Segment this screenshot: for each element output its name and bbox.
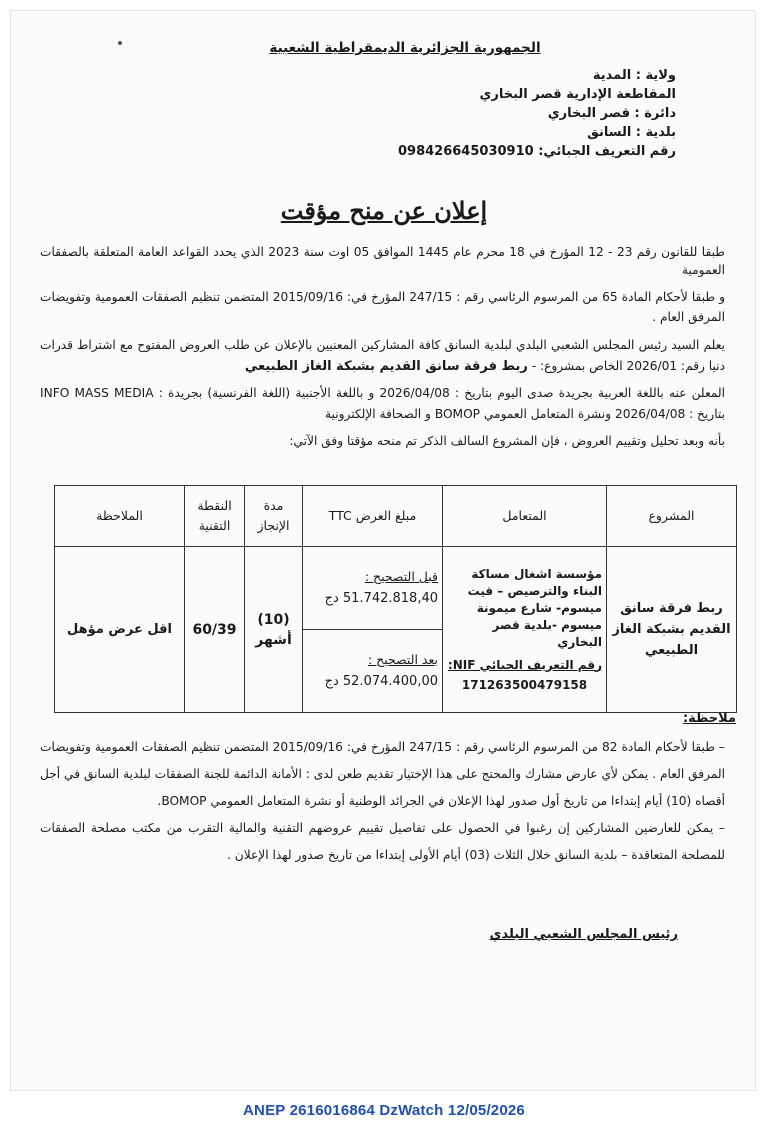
price-before-label: قبل التصحيح :	[364, 569, 438, 584]
header-score: النقطة التقنية	[185, 486, 245, 547]
cell-remarks: اقل عرض مؤهل	[55, 547, 185, 713]
table-header-row	[55, 486, 737, 547]
header-project: المشروع	[607, 486, 737, 547]
wilaya-line: ولاية : المدية	[592, 68, 676, 83]
price-before-value: 51.742.818,40 دج	[324, 591, 438, 606]
price-after-label: بعد التصحيح :	[367, 652, 438, 667]
header-amount: مبلغ العرض TTC	[303, 486, 443, 547]
announcement-body	[40, 243, 725, 451]
cell-price-after	[303, 630, 443, 713]
cell-project: ربط فرقة سانق القديم بشبكة الغاز الطبيعي	[607, 547, 737, 713]
law-reference: طبقا للقانون رقم 23 - 12 المؤرخ في 18 محرم عام 1445 الموافق 05 اوت سنة 2023 الذي يحدد القواعد العامة المتعلقة بالصفقات العمومية	[40, 245, 726, 277]
publication-notice: المعلن عنه باللغة العربية بجريدة صدى اليوم بتاريخ : 2026/04/08 و باللغة الأجنبية (اللغة الفرنسية) بجريدة : INFO MASS MEDIA بتاريخ : 2026/04/08 ونشرة المتعامل العمومي BOMOP و الصحافة الإلكترونية	[40, 386, 725, 421]
signature-title: رئيس المجلس الشعبي البلدي	[489, 927, 678, 942]
announcement-title: إعلان عن منح مؤقت	[280, 196, 488, 225]
table-row	[55, 547, 737, 630]
footer-reference: ANEP 2616016864 DzWatch 12/05/2026	[243, 1102, 525, 1119]
cell-score: 60/39	[185, 547, 245, 713]
note-details: – يمكن للعارضين المشاركين إن رغبوا في الحصول على تفاصيل تقييم عروضهم التقنية والمالية التقرب من مكتب مصلحة الصفقات للمصلحة المتعاقدة – بلدية السانق خلال الثلاث (03) أيام الأولى إبتداءا من تاريخ صدور لهذا الإعلان .	[40, 821, 725, 862]
republic-heading: الجمهورية الجزائرية الديمقراطية الشعبية	[269, 40, 541, 56]
cell-duration: (10) أشهر	[245, 547, 303, 713]
nif-number: 171263500479158	[461, 677, 588, 692]
tender-notice-text: يعلم السيد رئيس المجلس الشعبي البلدي لبلدية السانق كافة المشاركين المعنيين بالإعلان عن طلب العروض المفتوح مع اشتراط قدرات دنيا رقم: 2026/01 الخاص بمشروع: -	[40, 338, 725, 373]
award-table	[54, 485, 737, 713]
notes-title: ملاحظة:	[682, 711, 736, 726]
operator-name: مؤسسة اشغال مساكة البناء والترصيص – قيت ميسوم- شارع ميمونة ميسوم -بلدية قصر البخاري	[467, 566, 602, 649]
nif-label: رقم التعريف الجبائي NIF:	[447, 657, 602, 672]
scan-speck	[118, 41, 122, 45]
tax-id-line: رقم التعريف الجبائي: 098426645030910	[397, 144, 676, 159]
cell-price-before	[303, 547, 443, 630]
commune-line: بلدية : السانق	[587, 125, 676, 140]
daira-line: دائرة : قصر البخاري	[547, 106, 676, 121]
tender-notice	[40, 335, 725, 377]
project-name: ربط فرقة سانق القديم بشبكة الغاز الطبيعي	[244, 359, 528, 374]
award-intro: بأنه وبعد تحليل وتقييم العروض ، فإن المشروع السالف الذكر تم منحه مؤقتا وفق الآتي:	[289, 434, 725, 448]
cell-operator	[443, 547, 607, 713]
price-after-value: 52.074.400,00 دج	[324, 674, 438, 689]
notes-body	[40, 734, 725, 869]
note-appeal: – طبقا لأحكام المادة 82 من المرسوم الرئاسي رقم : 247/15 المؤرخ في: 2015/09/16 المتضمن تنظيم الصفقات العمومية وتفويضات المرفق العام . يمكن لأي عارض مشارك والمحتج على هذا الإختيار تقديم طعن لدى : الأمانة الدائمة للجنة الصفقات لبلدية السانق في أجل أقصاه (10) أيام إبتداءا من تاريخ أول صدور لهذا الإعلان في الجرائد الوطنية أو نشرة المتعامل العمومي BOMOP.	[40, 740, 725, 808]
decree-reference: و طبقا لأحكام المادة 65 من المرسوم الرئاسي رقم : 247/15 المؤرخ في: 2015/09/16 المتضمن تنظيم الصفقات العمومية وتفويضات المرفق العام .	[40, 290, 725, 324]
header-operator: المتعامل	[443, 486, 607, 547]
header-remarks: الملاحظة	[55, 486, 185, 547]
administrative-header	[398, 66, 676, 161]
header-duration: مدة الإنجاز	[245, 486, 303, 547]
district-line: المقاطعة الإدارية قصر البخاري	[479, 87, 676, 102]
